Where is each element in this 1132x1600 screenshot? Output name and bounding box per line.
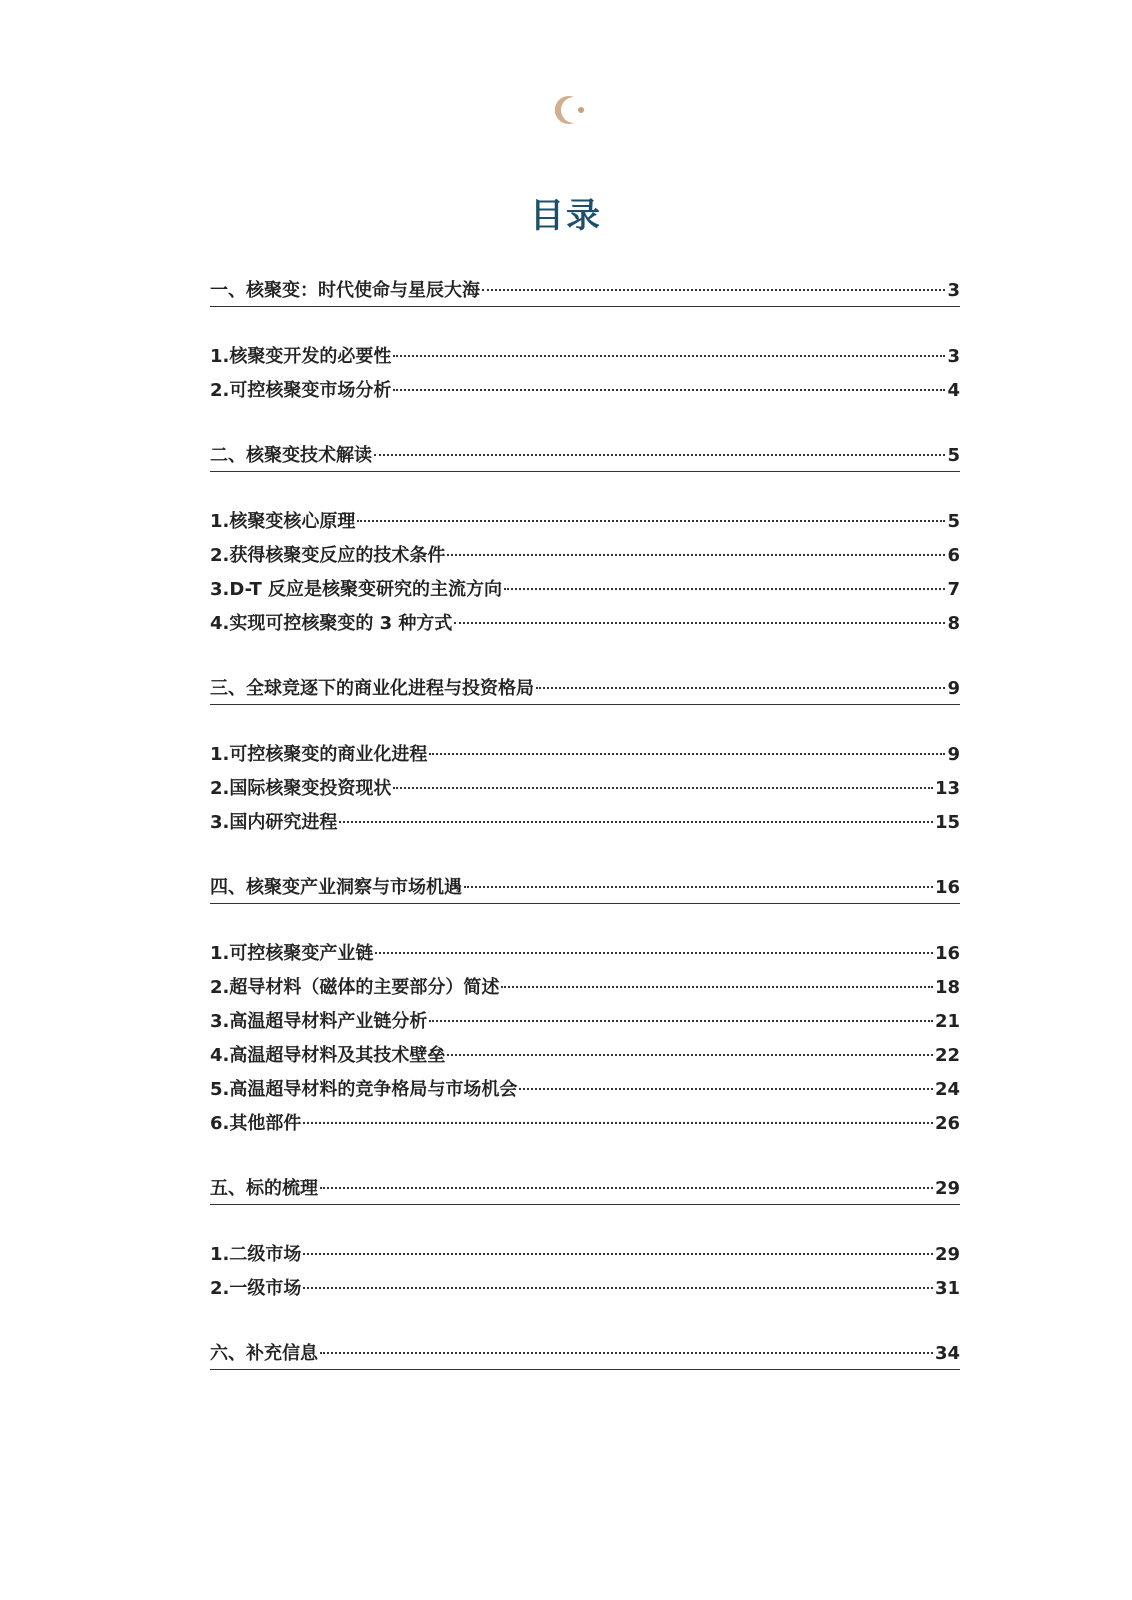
toc-page-number: 29 (934, 1244, 960, 1265)
toc-page-number: 18 (934, 977, 960, 998)
toc-page-number: 31 (934, 1278, 960, 1299)
toc-section-label: 2.可控核聚变市场分析 (210, 380, 392, 401)
toc-section[interactable] (210, 505, 960, 539)
toc-chapter-label: 六、补充信息 (210, 1343, 318, 1364)
dot-leader (303, 1253, 933, 1255)
toc-section[interactable] (210, 374, 960, 408)
toc-section[interactable] (210, 937, 960, 971)
toc-chapter[interactable] (210, 1339, 960, 1370)
toc-section[interactable] (210, 1005, 960, 1039)
toc-page-number: 26 (934, 1113, 960, 1134)
toc-title: 目录 (530, 196, 602, 236)
toc-section[interactable] (210, 1238, 960, 1272)
toc-section-label: 1.二级市场 (210, 1244, 302, 1265)
toc-chapter[interactable] (210, 441, 960, 472)
toc-page-number: 3 (947, 346, 960, 367)
dot-leader (303, 1287, 933, 1289)
dot-leader (482, 289, 945, 291)
dot-leader (375, 952, 933, 954)
toc-section-label: 2.获得核聚变反应的技术条件 (210, 545, 446, 566)
toc-section-label: 6.其他部件 (210, 1113, 302, 1134)
toc-page-number: 24 (934, 1079, 960, 1100)
toc-page-number: 16 (934, 943, 960, 964)
toc-section-label: 1.可控核聚变产业链 (210, 943, 374, 964)
toc-chapter-label: 五、标的梳理 (210, 1178, 318, 1199)
table-of-contents (210, 276, 960, 1403)
toc-page-number: 9 (947, 678, 960, 699)
toc-section-label: 3.高温超导材料产业链分析 (210, 1011, 428, 1032)
dot-leader (429, 753, 945, 755)
dot-leader (393, 355, 945, 357)
toc-section-label: 4.高温超导材料及其技术壁垒 (210, 1045, 446, 1066)
toc-chapter[interactable] (210, 674, 960, 705)
toc-section[interactable] (210, 806, 960, 840)
dot-leader (429, 1020, 933, 1022)
toc-section[interactable] (210, 1039, 960, 1073)
dot-leader (504, 588, 945, 590)
toc-section[interactable] (210, 607, 960, 641)
dot-leader (393, 389, 945, 391)
toc-page-number: 5 (947, 445, 960, 466)
toc-section-label: 2.一级市场 (210, 1278, 302, 1299)
crescent-logo-icon (543, 88, 591, 132)
dot-leader (303, 1122, 933, 1124)
dot-leader (320, 1187, 933, 1189)
toc-section[interactable] (210, 573, 960, 607)
toc-page-number: 29 (934, 1178, 960, 1199)
toc-page-number: 9 (947, 744, 960, 765)
dot-leader (320, 1352, 933, 1354)
toc-chapter-label: 二、核聚变技术解读 (210, 445, 372, 466)
dot-leader (501, 986, 933, 988)
dot-leader (519, 1088, 933, 1090)
toc-section-label: 4.实现可控核聚变的 3 种方式 (210, 613, 453, 634)
toc-section[interactable] (210, 772, 960, 806)
toc-section[interactable] (210, 340, 960, 374)
toc-section-label: 3.D-T 反应是核聚变研究的主流方向 (210, 579, 503, 600)
toc-page-number: 5 (947, 511, 960, 532)
toc-section[interactable] (210, 1107, 960, 1141)
dot-leader (339, 821, 933, 823)
toc-chapter[interactable] (210, 1174, 960, 1205)
toc-page-number: 6 (947, 545, 960, 566)
toc-chapter-label: 三、全球竞逐下的商业化进程与投资格局 (210, 678, 534, 699)
dot-leader (374, 454, 945, 456)
toc-page-number: 34 (934, 1343, 960, 1364)
toc-chapter[interactable] (210, 276, 960, 307)
toc-chapter-label: 四、核聚变产业洞察与市场机遇 (210, 877, 462, 898)
toc-page-number: 15 (934, 812, 960, 833)
toc-section[interactable] (210, 1272, 960, 1306)
toc-section-label: 2.国际核聚变投资现状 (210, 778, 392, 799)
toc-page-number: 8 (947, 613, 960, 634)
toc-section[interactable] (210, 539, 960, 573)
toc-section[interactable] (210, 971, 960, 1005)
toc-section[interactable] (210, 738, 960, 772)
toc-section-label: 2.超导材料（磁体的主要部分）简述 (210, 977, 500, 998)
dot-leader (454, 622, 945, 624)
toc-section-label: 1.核聚变核心原理 (210, 511, 356, 532)
toc-section[interactable] (210, 1073, 960, 1107)
dot-leader (536, 687, 945, 689)
toc-chapter[interactable] (210, 873, 960, 904)
dot-leader (464, 886, 933, 888)
dot-leader (447, 554, 945, 556)
toc-page-number: 13 (934, 778, 960, 799)
toc-page-number: 3 (947, 280, 960, 301)
toc-page-number: 21 (934, 1011, 960, 1032)
toc-page-number: 22 (934, 1045, 960, 1066)
toc-section-label: 3.国内研究进程 (210, 812, 338, 833)
toc-page-number: 4 (947, 380, 960, 401)
dot-leader (357, 520, 945, 522)
toc-page-number: 16 (934, 877, 960, 898)
toc-section-label: 1.可控核聚变的商业化进程 (210, 744, 428, 765)
dot-leader (447, 1054, 933, 1056)
toc-section-label: 1.核聚变开发的必要性 (210, 346, 392, 367)
toc-page-number: 7 (947, 579, 960, 600)
toc-section-label: 5.高温超导材料的竞争格局与市场机会 (210, 1079, 518, 1100)
toc-chapter-label: 一、核聚变：时代使命与星辰大海 (210, 280, 480, 301)
dot-leader (393, 787, 933, 789)
